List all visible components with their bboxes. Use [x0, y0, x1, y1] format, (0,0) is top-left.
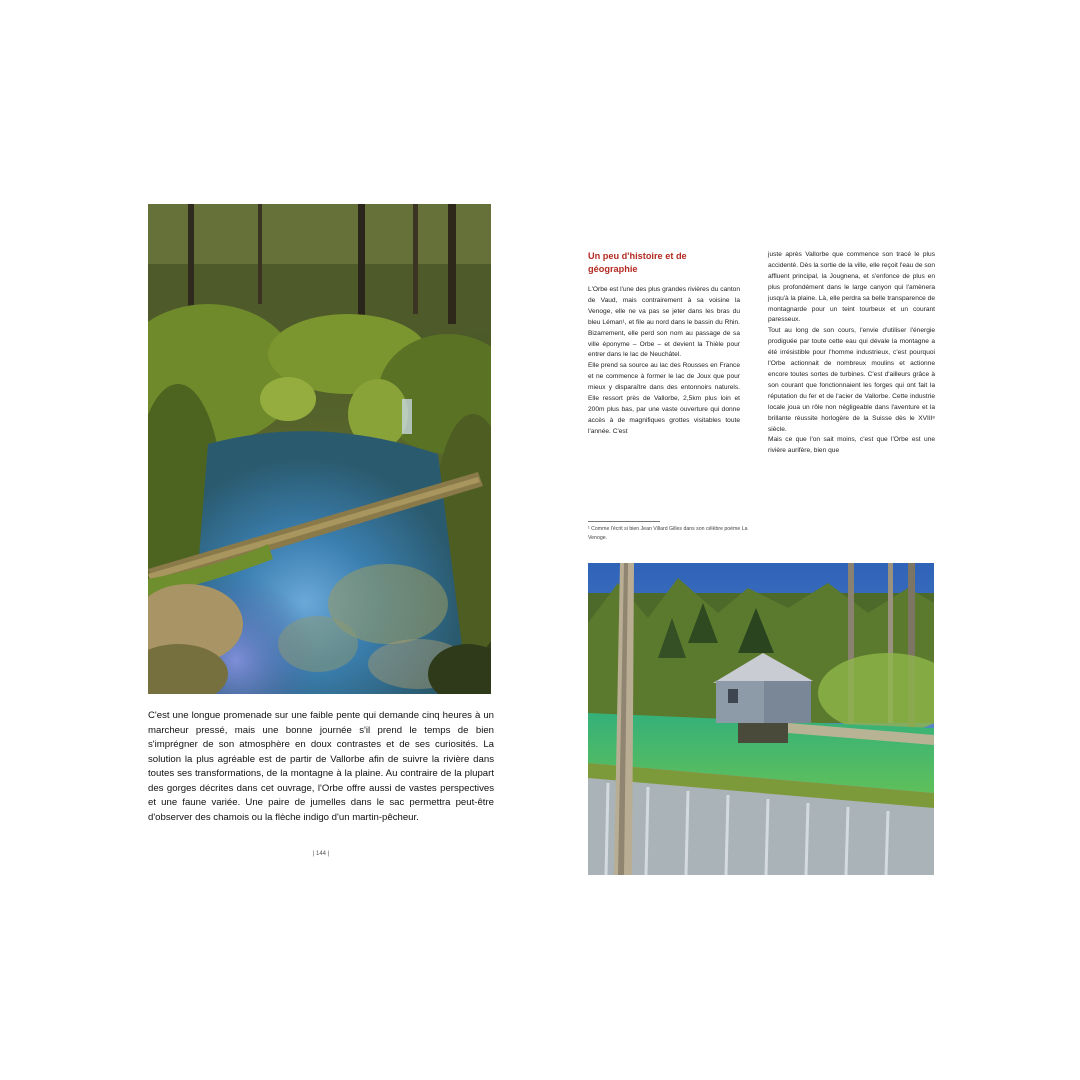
footnote-divider [588, 521, 660, 522]
text-column-1 [588, 285, 740, 438]
paragraph: juste après Vallorbe que commence son tracé le plus accidenté. Dès la sortie de la ville, elle reçoit l'eau de son affluent principal, la Jougnena, et s'enfonce de plus en plus profondément dans le large canyon qui l'amènera jusqu'à la plaine. Là, elle perdra sa belle transparence de montagnarde pour un teint tourbeux et un courant paresseux. [768, 251, 935, 324]
paragraph: Tout au long de son cours, l'envie d'utiliser l'énergie prodiguée par toute cette eau qui dévale la montagne a été irrésistible pour l'homme industrieux, c'est pourquoi l'Orbe actionnait de nombreux moulins et actionne encore toutes sortes de turbines. C'est d'ailleurs grâce à son courant que fonctionnaient les forges qui ont fait la réputation du fer et de l'acier de Vallorbe. Cette industrie locale joua un rôle non négligeable dans l'aventure et la brillante réussite horlogère de la Suisse dès le XVIIIᵉ siècle. [768, 327, 935, 433]
footnote: ¹ Comme l'écrit si bien Jean Villard Gilles dans son célèbre poème La Venoge. [588, 526, 748, 541]
section-title: Un peu d'histoire et de géographie [588, 251, 687, 274]
text-column-2 [768, 250, 935, 457]
gorge-photo [148, 204, 491, 694]
page-number: | 144 | [312, 851, 330, 857]
intro-paragraph: C'est une longue promenade sur une faible pente qui demande cinq heures à un marcheur pressé, mais une bonne journée s'il prend le temps de bien s'imprégner de son atmosphère en doux contrastes et de ses curiosités. La solution la plus agréable est de partir de Vallorbe afin de suivre la rivière dans toutes ses transformations, de la montagne à la plaine. Au contraire de la plupart des gorges décrites dans cet ouvrage, l'Orbe offre aussi de vastes perspectives et une faune variée. Une paire de jumelles dans le sac permettra peut-être d'observer des chamois ou la flèche indigo d'un martin-pêcheur. [148, 710, 494, 823]
paragraph: Elle prend sa source au lac des Rousses en France et ne commence à former le lac de Joux que pour mieux y disparaître dans des entonnoirs naturels. Elle ressort près de Vallorbe, 2,5km plus loin et 200m plus bas, par une vaste ouverture qui donne accès à de magnifiques grottes visitables toute l'année. C'est [588, 362, 740, 435]
hut-photo [588, 563, 934, 875]
paragraph: L'Orbe est l'une des plus grandes rivières du canton de Vaud, mais contrairement à sa voisine la Venoge, elle ne va pas se jeter dans les bras du bleu Léman¹, et file au nord dans le bassin du Rhin. Bizarrement, elle perd son nom au passage de sa ville éponyme – Orbe – et devient la Thièle pour entrer dans le lac de Neuchâtel. [588, 286, 740, 359]
paragraph: Mais ce que l'on sait moins, c'est que l'Orbe est une rivière aurifère, bien que [768, 436, 935, 455]
